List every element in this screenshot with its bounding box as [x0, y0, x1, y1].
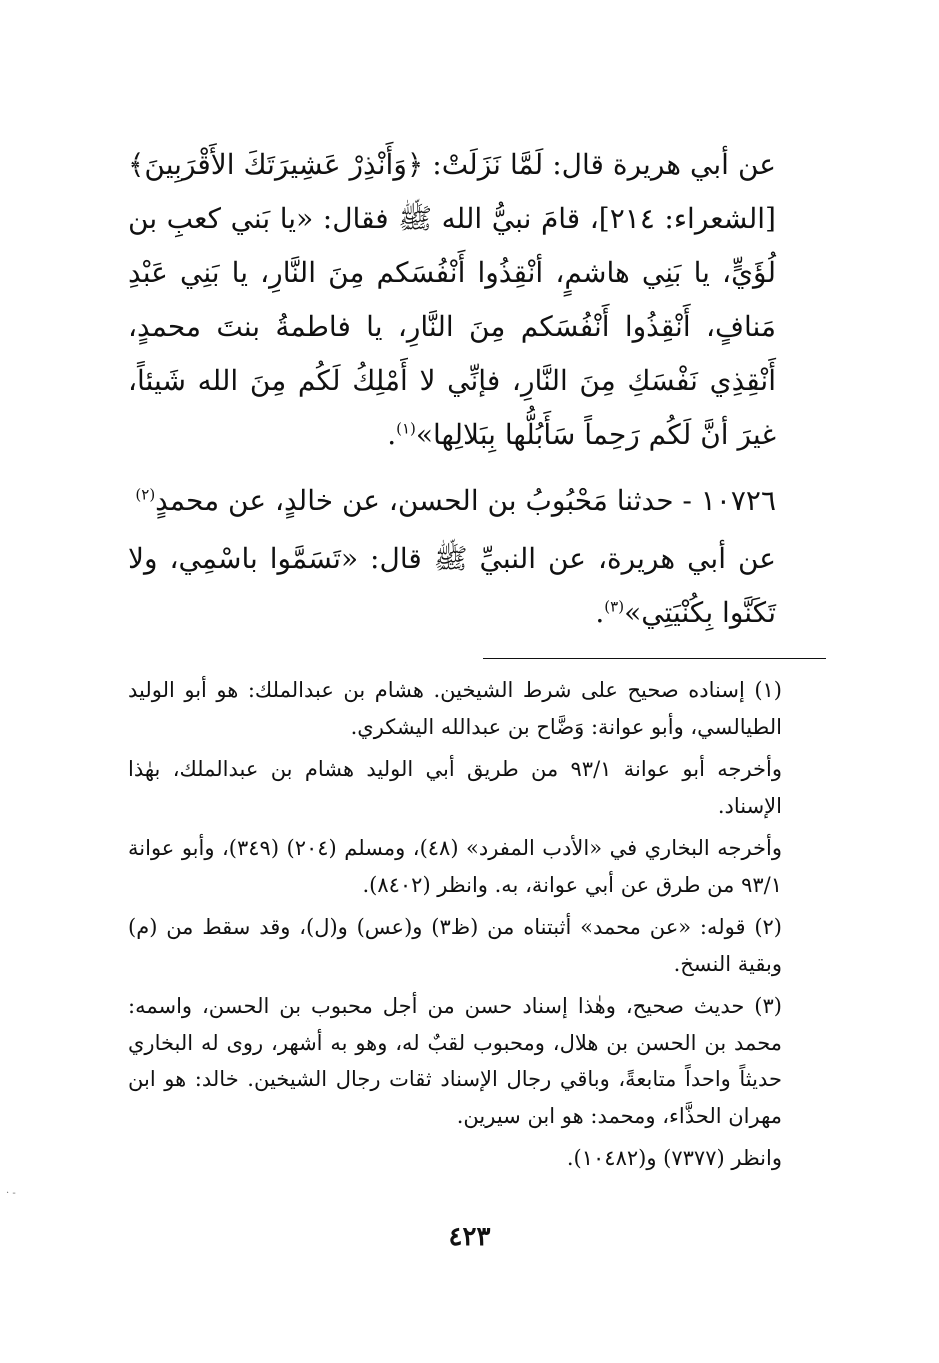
footnote-1-continuation: وأخرجه أبو عوانة ٩٣/١ من طريق أبي الوليد هشام بن عبدالملك، بهٰذا الإسناد.	[128, 757, 782, 818]
footnote-3: (٣) حديث صحيح، وهٰذا إسناد حسن من أجل محبوب بن الحسن، واسمه: محمد بن الحسن بن هلال، ومحبوب لقبٌ له، وهو به أشهر، روى له البخاري حديثاً واحداً متابعةً، وباقي رجال الإسناد ثقات رجال الشيخين. خالد: هو ابن مهران الحذَّاء، ومحمد: هو ابن سيرين.	[128, 994, 782, 1128]
footnote-2: (٢) قوله: «عن محمد» أثبتناه من (ظ٣) و(عس) و(ل)، وقد سقط من (م) وبقية النسخ.	[128, 915, 782, 976]
footnote-1-continuation: وأخرجه البخاري في «الأدب المفرد» (٤٨)، ومسلم (٢٠٤) (٣٤٩)، وأبو عوانة ٩٣/١ من طرق عن أبي عوانة، به. وانظر (٨٤٠٢).	[128, 836, 783, 897]
footnote-1: (١) إسناده صحيح على شرط الشيخين. هشام بن عبدالملك: هو أبو الوليد الطيالسي، وأبو عوانة: وَضَّاح بن عبدالله اليشكري.	[128, 678, 782, 739]
paragraph	[128, 138, 816, 462]
paragraph-end: .	[387, 418, 397, 451]
footnote-separator	[483, 658, 826, 659]
footnote-ref-1: (١)	[396, 419, 416, 438]
main-text-paragraph-2	[128, 532, 816, 640]
paragraph-end: .	[595, 596, 605, 629]
footnotes	[128, 672, 816, 1183]
hadith-heading	[128, 474, 816, 528]
paragraph	[128, 532, 816, 640]
footnote-3-continuation: وانظر (٧٣٧٧) و(١٠٤٨٢).	[566, 1146, 782, 1170]
scan-speck: · -	[6, 1188, 16, 1199]
main-text-paragraph-1	[128, 138, 816, 462]
hadith-heading-text	[135, 484, 816, 517]
hadith-number-and-chain: ١٠٧٢٦ - حدثنا مَحْبُوبُ بن الحسن، عن خالدٍ، عن محمدٍ	[155, 484, 776, 517]
footnote-ref-3: (٣)	[604, 597, 625, 616]
page-number: ٤٢٣	[448, 1222, 491, 1252]
footnote-ref-2: (٢)	[135, 485, 156, 504]
paragraph-text: عن أبي هريرة قال: لَمَّا نَزَلَتْ: ﴿وَأَنْذِرْ عَشِيرَتَكَ الأَقْرَبِينَ﴾ [الشعراء: ٢١٤]، قامَ نبيُّ الله ﷺ فقال: «يا بَني كعبِ بن لُؤَيٍّ، يا بَنِي هاشمٍ، أنْقِذُوا أَنْفُسَكم مِنَ النَّارِ، يا بَنِي عَبْدِ مَنافٍ، أَنْقِذُوا أَنْفُسَكم مِنَ النَّارِ، يا فاطمةُ بنتَ محمدٍ، أَنْقِذِي نَفْسَكِ مِنَ النَّارِ، فإنِّي لا أَمْلِكُ لَكُم مِنَ الله شَيئاً، غيرَ أنَّ لَكُم رَحِماً سَأَبُلُّها بِبَلالِها»	[128, 148, 776, 451]
paragraph-text: عن أبي هريرة، عن النبيِّ ﷺ قال: «تَسَمَّوا باسْمِي، ولا تَكَنَّوا بِكُنْيَتِي»	[128, 542, 776, 629]
